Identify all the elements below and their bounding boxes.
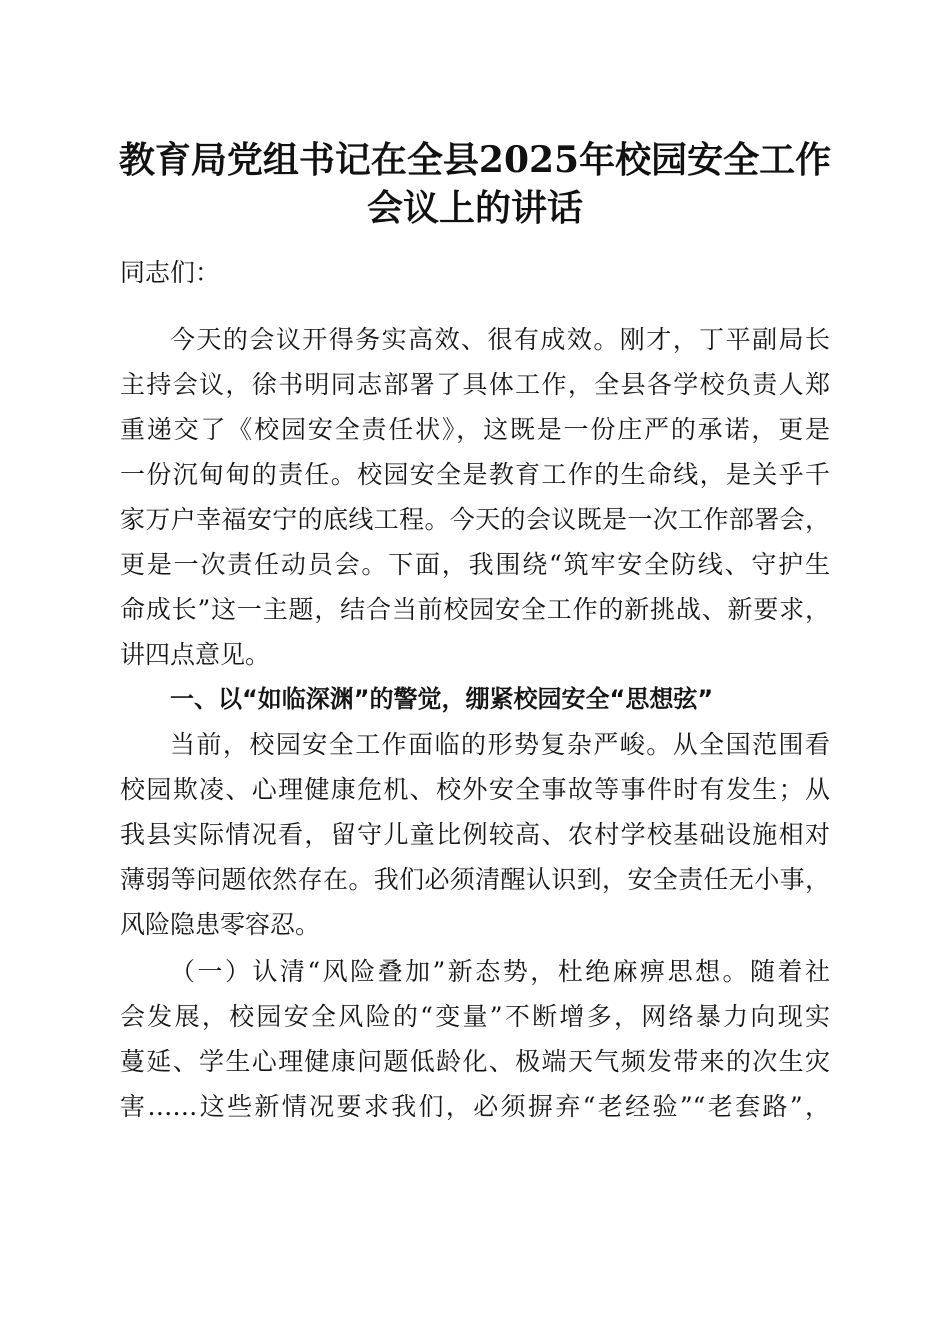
paragraph-2-line-3: 我县实际情况看，留守儿童比例较高、农村学校基础设施相对 [120,820,830,849]
paragraph-1-line-7: 命成长”这一主题，结合当前校园安全工作的新挑战、新要求， [120,595,830,624]
paragraph-3-line-2: 会发展，校园安全风险的“变量”不断增多，网络暴力向现实 [120,1002,830,1031]
paragraph-2-line-2: 校园欺凌、心理健康危机、校外安全事故等事件时有发生；从 [120,775,830,804]
paragraph-3-line-1: （一）认清“风险叠加”新态势，杜绝麻痹思想。随着社 [170,957,830,986]
paragraph-1-line-1: 今天的会议开得务实高效、很有成效。刚才，丁平副局长 [170,325,830,354]
paragraph-3-line-3: 蔓延、学生心理健康问题低龄化、极端天气频发带来的次生灾 [120,1047,830,1076]
paragraph-3-line-4: 害……这些新情况要求我们，必须摒弃“老经验”“老套路”， [120,1092,830,1121]
section-heading-1: 一、以“如临深渊”的警觉，绷紧校园安全“思想弦” [170,685,714,713]
document-title-line-1: 教育局党组书记在全县2025年校园安全工作 [118,139,832,181]
paragraph-1-line-2: 主持会议，徐书明同志部署了具体工作，全县各学校负责人郑 [120,370,830,399]
paragraph-2-line-4: 薄弱等问题依然存在。我们必须清醒认识到，安全责任无小事， [120,865,830,894]
salutation: 同志们： [120,258,221,287]
document-title-line-2: 会议上的讲话 [366,187,583,229]
paragraph-1-line-8: 讲四点意见。 [120,640,271,669]
paragraph-1-line-5: 家万户幸福安宁的底线工程。今天的会议既是一次工作部署会， [120,505,830,534]
paragraph-2-line-5: 风险隐患零容忍。 [120,910,321,939]
paragraph-2-line-1: 当前，校园安全工作面临的形势复杂严峻。从全国范围看 [170,730,830,759]
paragraph-1-line-3: 重递交了《校园安全责任状》，这既是一份庄严的承诺，更是 [120,415,830,444]
paragraph-1-line-6: 更是一次责任动员会。下面，我围绕“筑牢安全防线、守护生 [120,550,830,579]
paragraph-1-line-4: 一份沉甸甸的责任。校园安全是教育工作的生命线，是关乎千 [120,460,830,489]
